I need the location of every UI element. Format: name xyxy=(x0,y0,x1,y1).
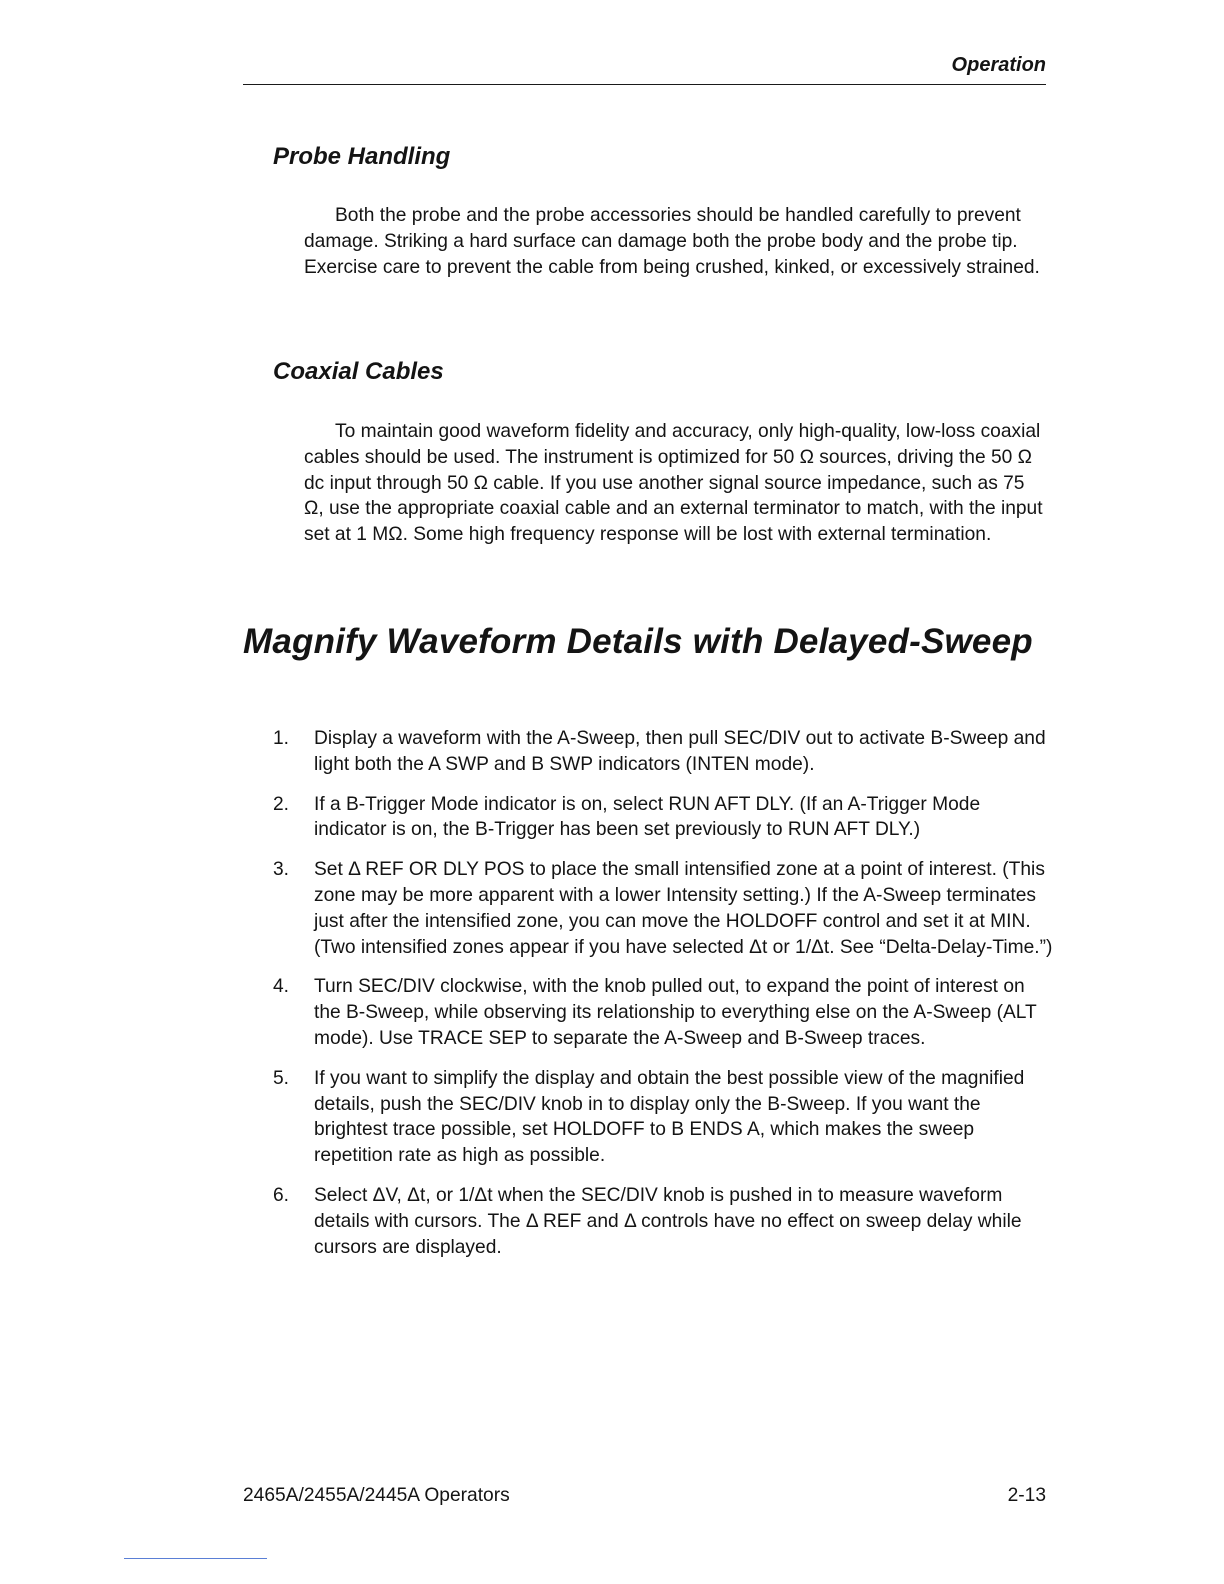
step-text: Display a waveform with the A-Sweep, then pull SEC/DIV out to activate B-Sweep and light both the A SWP and B SWP indicators (INTEN mode). xyxy=(314,728,1046,775)
probe-handling-heading: Probe Handling xyxy=(273,143,451,170)
step-number: 1. xyxy=(273,728,290,749)
coaxial-cables-paragraph: To maintain good waveform fidelity and accuracy, only high-quality, low-loss coaxial cables should be used. The instrument is optimized for 50 Ω sources, driving the 50 Ω dc input through 50 Ω cable. If you use another signal source impedance, such as 75 Ω, use the appropriate coaxial cable and an external terminator to match, with the input set at 1 MΩ. Some high frequency response will be lost with external termination. xyxy=(304,421,1043,546)
procedure-steps xyxy=(273,726,1053,1274)
step-text: If you want to simplify the display and obtain the best possible view of the magnified details, push the SEC/DIV knob in to display only the B-Sweep. If you want the brightest trace possible, set HOLDOFF to B ENDS A, which makes the sweep repetition rate as high as possible. xyxy=(314,1067,1025,1167)
footer-page-number: 2-13 xyxy=(1007,1485,1046,1506)
coaxial-cables-heading: Coaxial Cables xyxy=(273,358,444,385)
running-header-title: Operation xyxy=(951,54,1046,76)
probe-handling-paragraph: Both the probe and the probe accessories should be handled carefully to prevent damage. Striking a hard surface can damage both the probe body and the probe tip. Exercise care to prevent the cable from being crushed, kinked, or excessively strained. xyxy=(304,205,1040,278)
magnify-heading: Magnify Waveform Details with Delayed-Sweep xyxy=(243,622,1033,661)
step-number: 4. xyxy=(273,976,290,998)
step-item xyxy=(273,974,1053,1051)
step-number: 5. xyxy=(273,1067,290,1089)
step-number: 3. xyxy=(273,859,290,881)
step-item xyxy=(273,1066,1053,1169)
running-header xyxy=(243,52,1046,85)
footer-manual-title: 2465A/2455A/2445A Operators xyxy=(243,1485,510,1506)
step-text: Turn SEC/DIV clockwise, with the knob pulled out, to expand the point of interest on the B-Sweep, while observing its relationship to everything else on the A-Sweep (ALT mode). Use TRACE SEP to separate the A-Sweep and B-Sweep traces. xyxy=(314,976,1037,1049)
step-item xyxy=(273,857,1053,960)
step-item xyxy=(273,1183,1053,1260)
step-text: If a B-Trigger Mode indicator is on, select RUN AFT DLY. (If an A-Trigger Mode indicator is on, the B-Trigger has been set previously to RUN AFT DLY.) xyxy=(314,793,981,841)
step-text: Set Δ REF OR DLY POS to place the small intensified zone at a point of interest. (This zone may be more apparent with a lower Intensity setting.) If the A-Sweep terminates just after the intensified zone, you can move the HOLDOFF control and set it at MIN. (Two intensified zones appear if you have selected Δt or 1/Δt. See “Delta-Delay-Time.”) xyxy=(314,859,1053,958)
step-number: 2. xyxy=(273,793,290,815)
step-number: 6. xyxy=(273,1184,290,1206)
scan-edge-mark xyxy=(124,1558,267,1559)
step-item xyxy=(273,792,1053,844)
step-item xyxy=(273,726,1053,778)
step-text: Select ΔV, Δt, or 1/Δt when the SEC/DIV knob is pushed in to measure waveform details with cursors. The Δ REF and Δ controls have no effect on sweep delay while cursors are displayed. xyxy=(314,1184,1022,1258)
